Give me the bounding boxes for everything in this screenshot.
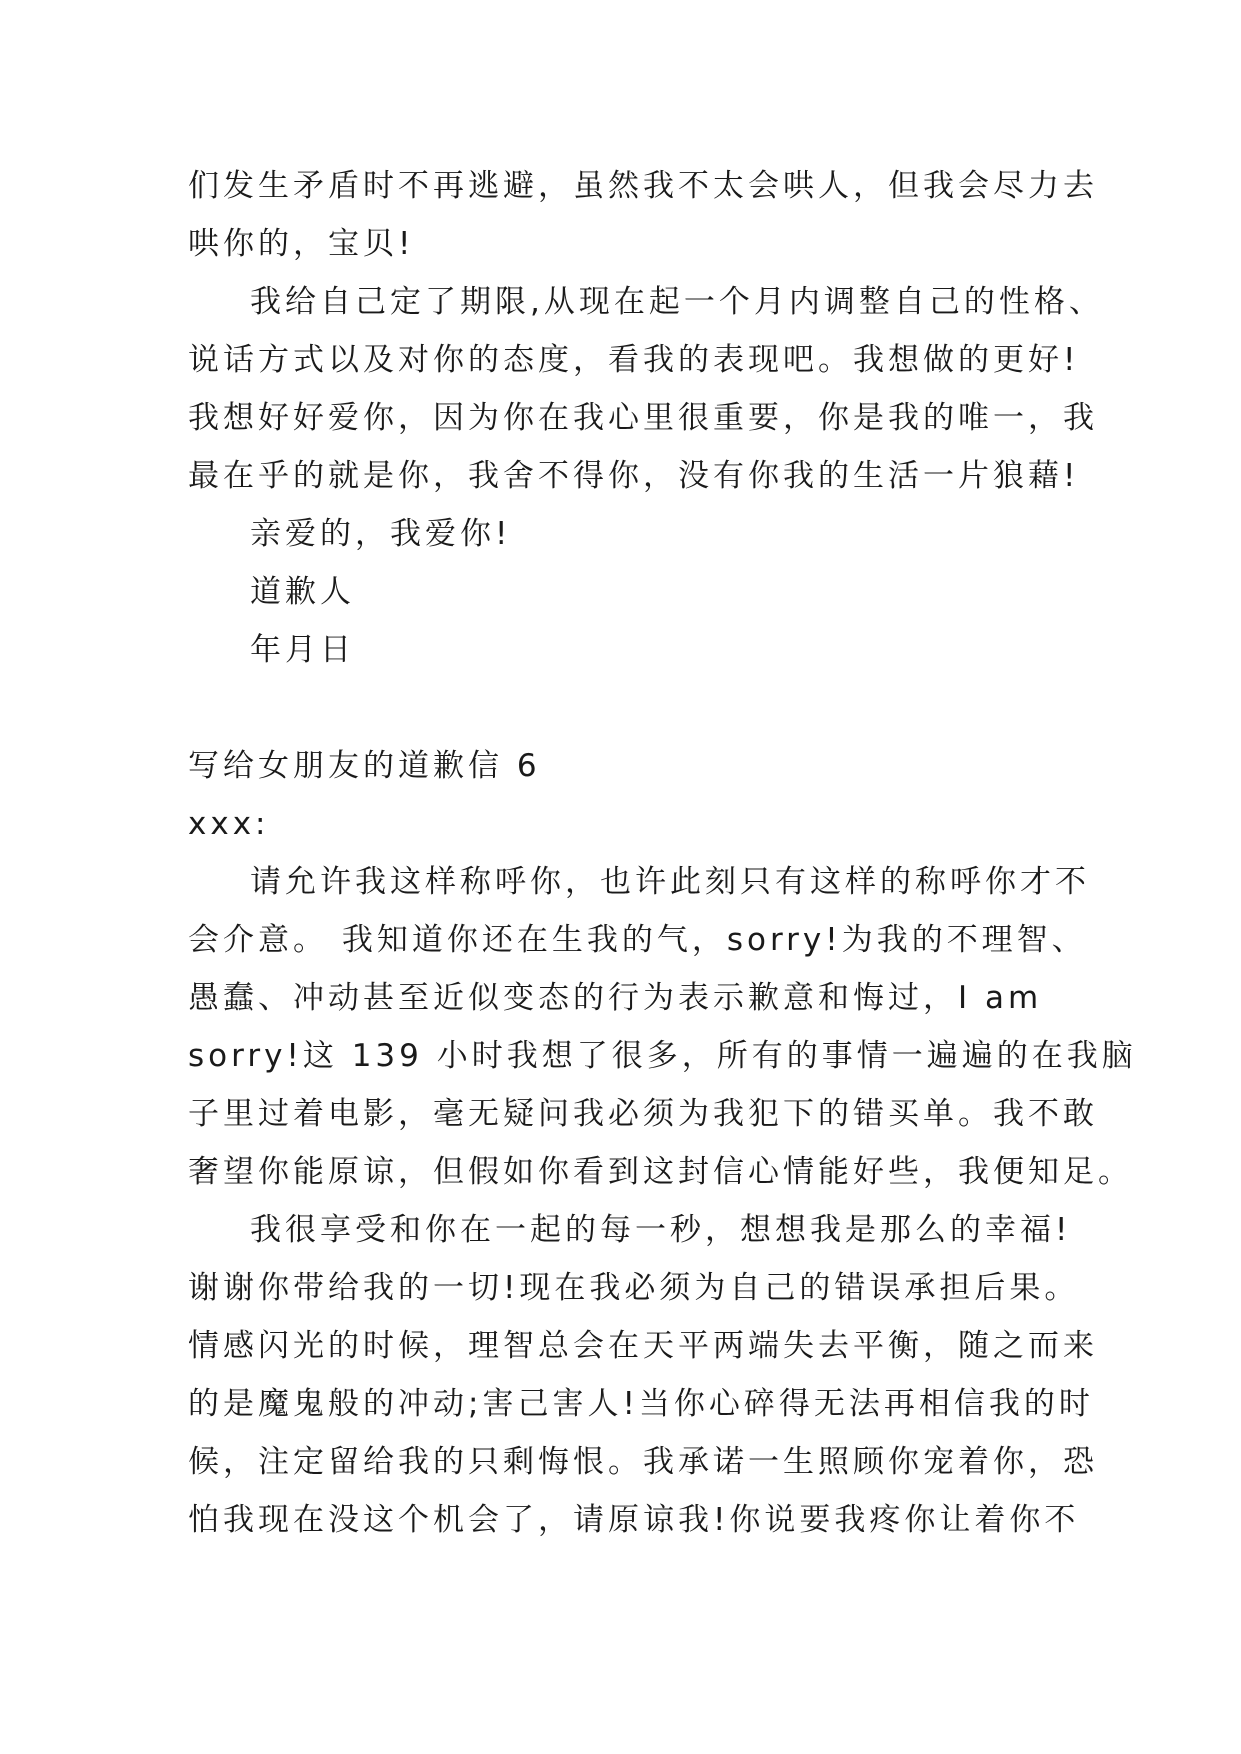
text-line: 请允许我这样称呼你，也许此刻只有这样的称呼你才不 [250, 864, 1090, 900]
text-line: 谢谢你带给我的一切!现在我必须为自己的错误承担后果。 [188, 1270, 1080, 1306]
text-line: 我想好好爱你，因为你在我心里很重要，你是我的唯一，我 [188, 400, 1098, 436]
text-line: 说话方式以及对你的态度，看我的表现吧。我想做的更好! [188, 342, 1080, 378]
text-line: 愚蠢、冲动甚至近似变态的行为表示歉意和悔过，I am [188, 980, 1043, 1016]
text-line: sorry!这 139 小时我想了很多，所有的事情一遍遍的在我脑 [188, 1038, 1137, 1074]
text-line: 会介意。 我知道你还在生我的气，sorry!为我的不理智、 [188, 922, 1087, 958]
closing-line: 亲爱的，我爱你! [250, 516, 512, 552]
section-title: 写给女朋友的道歉信 6 [188, 748, 541, 784]
text-line: 我给自己定了期限,从现在起一个月内调整自己的性格、 [250, 284, 1104, 320]
text-line: 最在乎的就是你，我舍不得你，没有你我的生活一片狼藉! [188, 458, 1080, 494]
signature-line: 道歉人 [250, 574, 355, 610]
letter-body [188, 0, 1137, 1754]
text-line: 情感闪光的时候，理智总会在天平两端失去平衡，随之而来 [188, 1328, 1098, 1364]
text-line: 我很享受和你在一起的每一秒，想想我是那么的幸福! [250, 1212, 1072, 1248]
text-line: 怕我现在没这个机会了，请原谅我!你说要我疼你让着你不 [188, 1502, 1080, 1538]
salutation: xxx: [188, 806, 270, 842]
date-line: 年月日 [250, 632, 355, 668]
text-line: 奢望你能原谅，但假如你看到这封信心情能好些，我便知足。 [188, 1154, 1133, 1190]
text-line: 候，注定留给我的只剩悔恨。我承诺一生照顾你宠着你，恐 [188, 1444, 1098, 1480]
text-line: 哄你的，宝贝! [188, 226, 415, 262]
text-line: 子里过着电影，毫无疑问我必须为我犯下的错买单。我不敢 [188, 1096, 1098, 1132]
text-line: 的是魔鬼般的冲动;害己害人!当你心碎得无法再相信我的时 [188, 1386, 1094, 1422]
text-line: 们发生矛盾时不再逃避，虽然我不太会哄人，但我会尽力去 [188, 168, 1098, 204]
